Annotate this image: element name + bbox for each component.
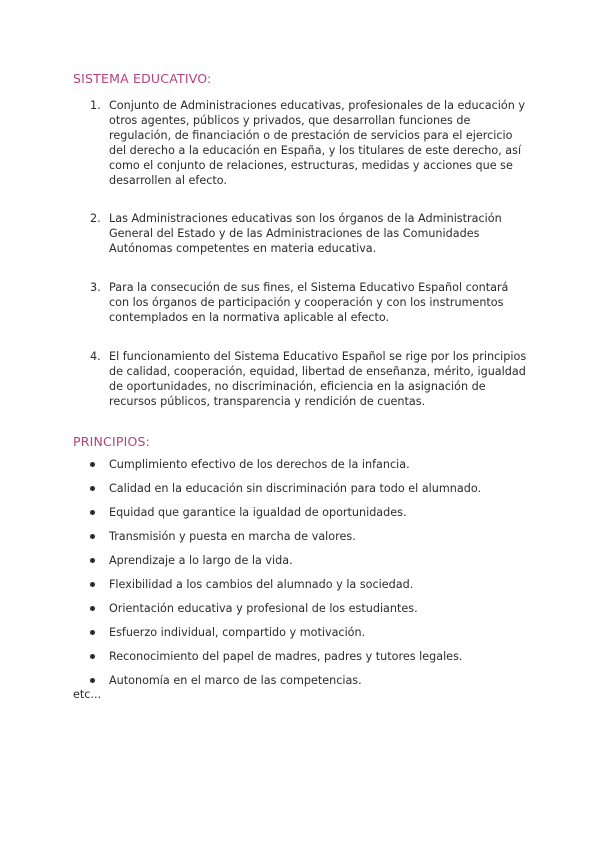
item-text: Para la consecución de sus fines, el Sistema Educativo Español contará con los órganos de participación y cooperación y con los instrumentos contemplados en la normativa aplicable al efecto. — [109, 281, 509, 324]
item-text: Aprendizaje a lo largo de la vida. — [109, 554, 293, 567]
item-text: Orientación educativa y profesional de los estudiantes. — [109, 602, 418, 615]
item-text: Reconocimiento del papel de madres, padres y tutores legales. — [109, 650, 463, 663]
bullet-item-8 — [90, 625, 530, 640]
trailing-etc-text: etc... — [73, 688, 102, 701]
bullet-icon — [90, 534, 95, 539]
bullet-icon — [90, 630, 95, 635]
bullet-item-7 — [90, 601, 530, 616]
bullet-icon — [90, 654, 95, 659]
item-text: El funcionamiento del Sistema Educativo Español se rige por los principios de calidad, cooperación, equidad, libertad de enseñanza, mérito, igualdad de oportunidades, no discriminación, eficiencia en la asignación de recursos públicos, transparencia y rendición de cuentas. — [109, 350, 527, 408]
item-text: Flexibilidad a los cambios del alumnado y la sociedad. — [109, 578, 414, 591]
item-text: Conjunto de Administraciones educativas, profesionales de la educación y otros agentes, públicos y privados, que desarrollan funciones de regulación, de financiación o de prestación de servicios para el ejercicio del derecho a la educación en España, y los titulares de este derecho, así como el conjunto de relaciones, estructuras, medidas y acciones que se desarrollen al efecto. — [109, 99, 525, 187]
item-text: Cumplimiento efectivo de los derechos de la infancia. — [109, 458, 410, 471]
item-text: Equidad que garantice la igualdad de oportunidades. — [109, 506, 407, 519]
bullet-item-10 — [90, 673, 530, 688]
bullet-item-3 — [90, 505, 530, 520]
item-number: 2. — [90, 212, 101, 225]
bullet-icon — [90, 678, 95, 683]
item-number: 3. — [90, 281, 101, 294]
item-text: Esfuerzo individual, compartido y motivación. — [109, 626, 366, 639]
item-text: Calidad en la educación sin discriminación para todo el alumnado. — [109, 482, 482, 495]
numbered-item-2 — [90, 211, 530, 256]
item-text: Las Administraciones educativas son los órganos de la Administración General del Estado y de las Administraciones de las Comunidades Autónomas competentes en materia educativa. — [109, 212, 502, 255]
bullet-icon — [90, 558, 95, 563]
bullet-item-1 — [90, 457, 530, 472]
item-text: Transmisión y puesta en marcha de valores. — [109, 530, 356, 543]
item-number: 4. — [90, 350, 101, 363]
bullet-icon — [90, 462, 95, 467]
bullet-item-5 — [90, 553, 530, 568]
numbered-item-3 — [90, 280, 530, 325]
bullet-item-4 — [90, 529, 530, 544]
numbered-item-1 — [90, 98, 530, 188]
bullet-icon — [90, 486, 95, 491]
item-number: 1. — [90, 99, 101, 112]
bullet-item-2 — [90, 481, 530, 496]
item-text: Autonomía en el marco de las competencias. — [109, 674, 362, 687]
numbered-item-4 — [90, 349, 530, 409]
section-heading-principios: PRINCIPIOS: — [73, 434, 151, 449]
bullet-icon — [90, 582, 95, 587]
bullet-item-6 — [90, 577, 530, 592]
bullet-item-9 — [90, 649, 530, 664]
section-heading-sistema-educativo: SISTEMA EDUCATIVO: — [73, 71, 212, 86]
bullet-icon — [90, 606, 95, 611]
bullet-icon — [90, 510, 95, 515]
